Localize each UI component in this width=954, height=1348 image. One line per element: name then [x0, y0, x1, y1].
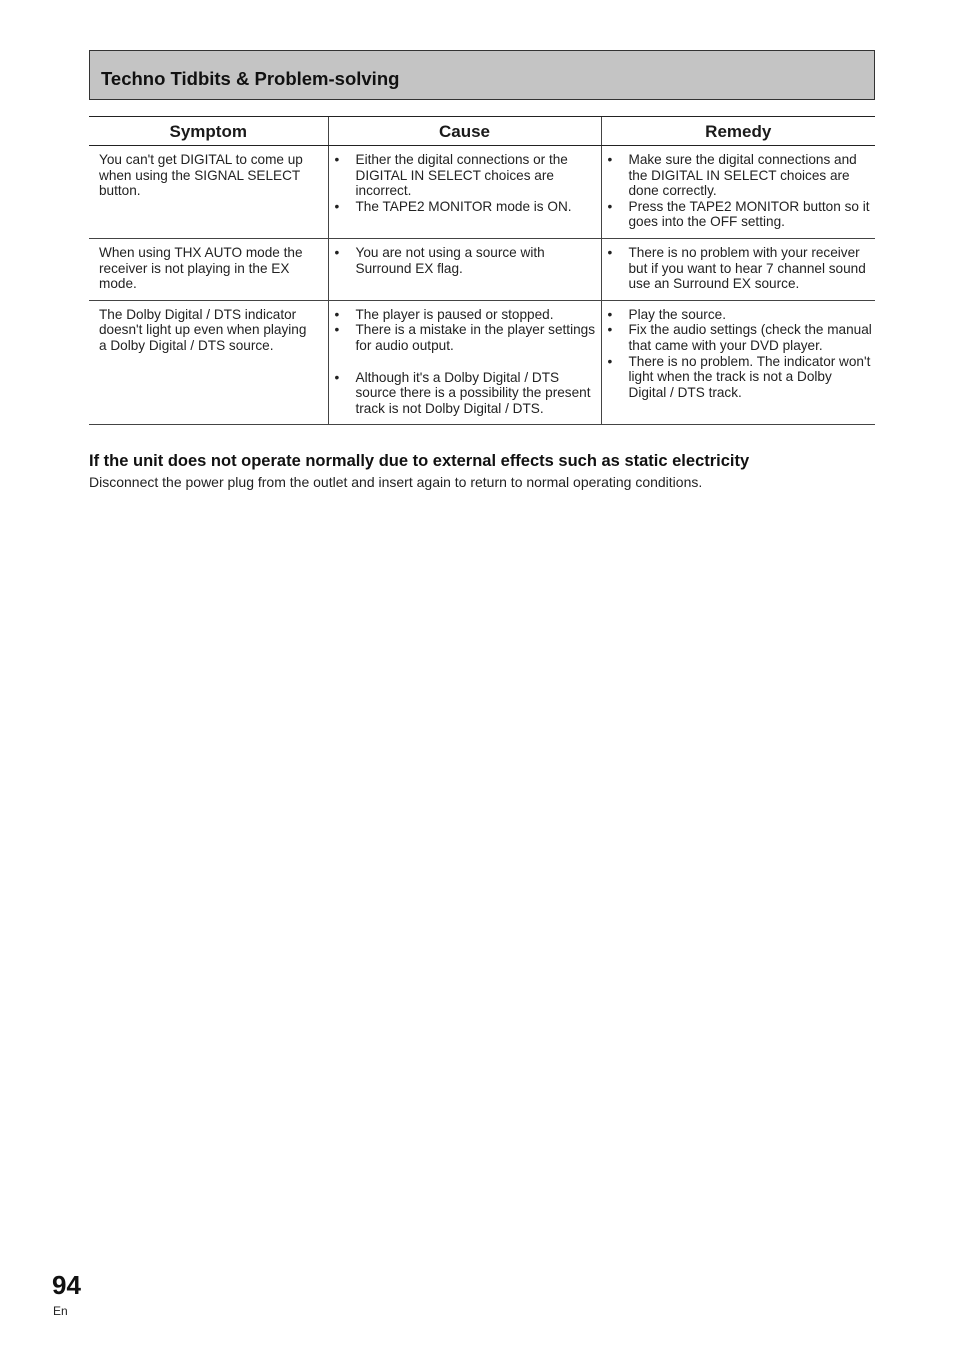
- remedy-cell: [601, 146, 875, 239]
- remedy-cell: [601, 300, 875, 425]
- cause-list: [329, 239, 601, 284]
- list-item: • The player is paused or stopped.: [335, 307, 599, 323]
- remedy-list: [602, 239, 876, 300]
- list-item: • Either the digital connections or the DIGITAL IN SELECT choices are incorrect.: [335, 152, 599, 199]
- table-row: [89, 146, 875, 239]
- cause-cell: [328, 146, 601, 239]
- list-item: • There is a mistake in the player settings for audio output.: [335, 322, 599, 353]
- symptom-cell: When using THX AUTO mode the receiver is not playing in the EX mode.: [89, 238, 328, 300]
- header-cause: Cause: [328, 117, 601, 146]
- list-item: • Fix the audio settings (check the manual that came with your DVD player.: [608, 322, 874, 353]
- language-label: En: [53, 1304, 68, 1318]
- list-item: • The TAPE2 MONITOR mode is ON.: [335, 199, 599, 215]
- list-item: • Press the TAPE2 MONITOR button so it goes into the OFF setting.: [608, 199, 874, 230]
- cause-list: [329, 301, 601, 425]
- table-row: [89, 238, 875, 300]
- symptom-cell: You can't get DIGITAL to come up when using the SIGNAL SELECT button.: [89, 146, 328, 239]
- list-item: • There is no problem. The indicator won't light when the track is not a Dolby Digital / DTS track.: [608, 354, 874, 401]
- symptom-cell: The Dolby Digital / DTS indicator doesn't light up even when playing a Dolby Digital / DTS source.: [89, 300, 328, 425]
- remedy-cell: [601, 238, 875, 300]
- cause-cell: [328, 300, 601, 425]
- page-number: 94: [52, 1270, 81, 1300]
- header-symptom: Symptom: [89, 117, 328, 146]
- header-remedy: Remedy: [601, 117, 875, 146]
- section-title: Techno Tidbits & Problem-solving: [101, 68, 400, 89]
- table-header-row: [89, 117, 875, 146]
- troubleshooting-table: [89, 116, 875, 425]
- list-item: • You are not using a source with Surround EX flag.: [335, 245, 599, 276]
- note-text: Disconnect the power plug from the outlet and insert again to return to normal operating conditions.: [89, 474, 703, 490]
- table-row: [89, 300, 875, 425]
- cause-list: [329, 146, 601, 222]
- note-heading: If the unit does not operate normally due to external effects such as static electricity: [89, 452, 750, 470]
- remedy-list: [602, 146, 876, 238]
- cause-cell: [328, 238, 601, 300]
- list-item: • Make sure the digital connections and the DIGITAL IN SELECT choices are done correctly.: [608, 152, 874, 199]
- list-item: • Although it's a Dolby Digital / DTS source there is a possibility the present track is not Dolby Digital / DTS.: [335, 370, 599, 417]
- list-item: • There is no problem with your receiver but if you want to hear 7 channel sound use an Surround EX source.: [608, 245, 874, 292]
- section-header: [89, 50, 875, 100]
- list-item: • Play the source.: [608, 307, 874, 323]
- remedy-list: [602, 301, 876, 409]
